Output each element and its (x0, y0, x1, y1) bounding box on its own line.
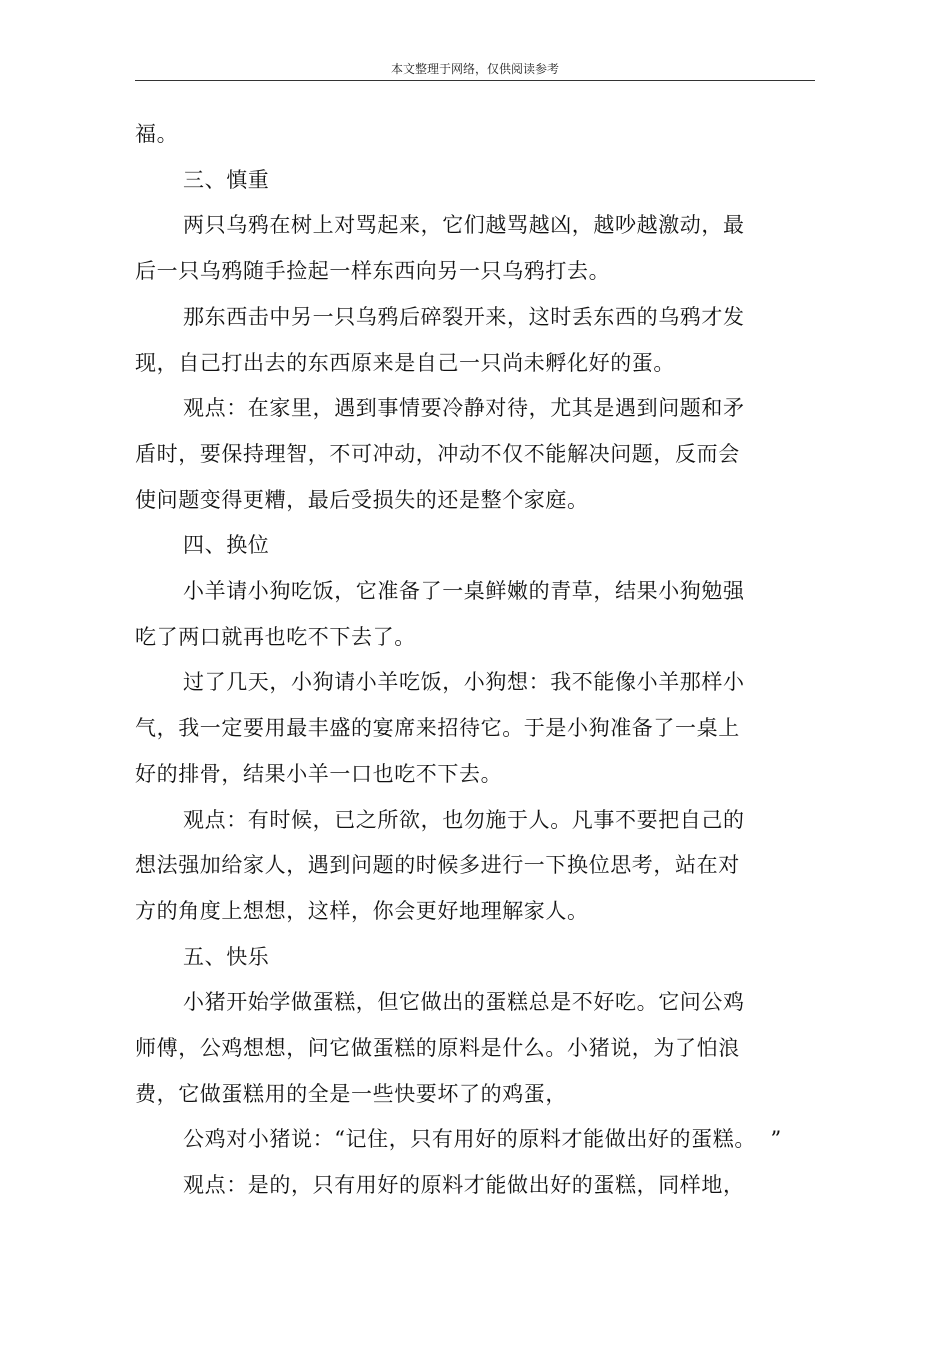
text-line: 两只乌鸦在树上对骂起来，它们越骂越凶，越吵越激动，最 (183, 213, 745, 238)
text-line: 费，它做蛋糕用的全是一些快要坏了的鸡蛋， (135, 1081, 567, 1106)
text-line: 好的排骨，结果小羊一口也吃不下去。 (135, 761, 503, 786)
text-line: 现，自己打出去的东西原来是自己一只尚未孵化好的蛋。 (135, 350, 675, 375)
text-line: 过了几天，小狗请小羊吃饭，小狗想：我不能像小羊那样小 (183, 670, 745, 695)
text-line: 观点：有时候，已之所欲，也勿施于人。凡事不要把自己的 (183, 807, 745, 832)
text-line: 观点：是的，只有用好的原料才能做出好的蛋糕，同样地， (183, 1173, 745, 1198)
text-line: 盾时，要保持理智，不可冲动，冲动不仅不能解决问题，反而会 (135, 441, 740, 466)
page-header: 本文整理于网络，仅供阅读参考 (390, 62, 559, 76)
text-line: 气，我一定要用最丰盛的宴席来招待它。于是小狗准备了一桌上 (135, 716, 740, 741)
text-line: 方的角度上想想，这样，你会更好地理解家人。 (135, 898, 589, 923)
text-line: 观点：在家里，遇到事情要冷静对待，尤其是遇到问题和矛 (183, 396, 745, 421)
text-line: 使问题变得更糟，最后受损失的还是整个家庭。 (135, 487, 589, 512)
text-line: 想法强加给家人，遇到问题的时候多进行一下换位思考，站在对 (135, 853, 740, 878)
section-heading: 四、换位 (183, 533, 270, 558)
text-line: 公鸡对小猪说：“记住，只有用好的原料才能做出好的蛋糕。 ” (183, 1127, 782, 1152)
section-heading: 五、快乐 (183, 944, 270, 969)
header-divider (135, 80, 815, 81)
text-line: 后一只乌鸦随手捡起一样东西向另一只乌鸦打去。 (135, 259, 611, 284)
text-line: 那东西击中另一只乌鸦后碎裂开来，这时丢东西的乌鸦才发 (183, 304, 745, 329)
document-body (135, 112, 815, 1209)
text-line: 小羊请小狗吃饭，它准备了一桌鲜嫩的青草，结果小狗勉强 (183, 579, 745, 604)
text-line: 师傅，公鸡想想，问它做蛋糕的原料是什么。小猪说，为了怕浪 (135, 1036, 740, 1061)
text-line: 小猪开始学做蛋糕，但它做出的蛋糕总是不好吃。它问公鸡 (183, 990, 745, 1015)
text-line: 吃了两口就再也吃不下去了。 (135, 624, 416, 649)
section-heading: 三、慎重 (183, 167, 270, 192)
text-line: 福。 (135, 122, 179, 146)
